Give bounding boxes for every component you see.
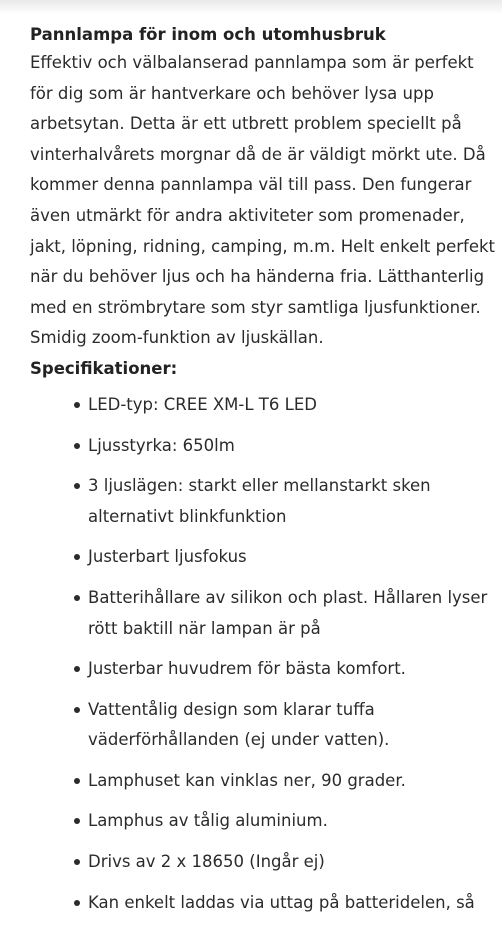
- product-description: [30, 22, 496, 928]
- description-line: även utmärkt för andra aktiviteter som promenader,: [30, 205, 465, 225]
- spec-text: Vattentålig design som klarar tuffa: [88, 699, 375, 719]
- spec-item: [30, 542, 480, 573]
- description-line: arbetsytan. Detta är ett utbrett problem speciellt på: [30, 114, 462, 134]
- description-line: Smidig zoom-funktion av ljuskällan.: [30, 328, 324, 348]
- spec-item: [30, 431, 480, 462]
- spec-text: Kan enkelt laddas via uttag på batteridelen, så: [88, 892, 475, 912]
- description-line: Effektiv och välbalanserad pannlampa som är perfekt: [30, 53, 474, 72]
- bullet-icon: [74, 443, 80, 449]
- bullet-icon: [74, 595, 80, 601]
- bullet-icon: [74, 554, 80, 560]
- spec-text: Justerbar huvudrem för bästa komfort.: [88, 659, 406, 679]
- spec-item: [30, 806, 480, 837]
- spec-text: väderförhållanden (ej under vatten).: [88, 730, 390, 750]
- description-heading: Pannlampa för inom och utomhusbruk: [30, 25, 386, 44]
- spec-item: [30, 888, 480, 919]
- spec-text: Lamphuset kan vinklas ner, 90 grader.: [88, 770, 406, 790]
- spec-item: [30, 471, 480, 532]
- description-paragraph: [30, 48, 496, 354]
- spec-text: alternativt blinkfunktion: [88, 506, 287, 526]
- description-line: när du behöver ljus och ha händerna fria. Lätthanterlig: [30, 267, 485, 287]
- spec-text: 3 ljuslägen: starkt eller mellanstarkt sken: [88, 476, 431, 496]
- spec-text: LED-typ: CREE XM-L T6 LED: [88, 394, 317, 414]
- bullet-icon: [74, 707, 80, 713]
- spec-item: [30, 654, 480, 685]
- spec-text: Justerbart ljusfokus: [88, 547, 247, 567]
- spec-text: Batterihållare av silikon och plast. Hållaren lyser: [88, 587, 488, 607]
- spec-text: Ljusstyrka: 650lm: [88, 435, 235, 455]
- bullet-icon: [74, 402, 80, 408]
- spec-text: rött baktill när lampan är på: [88, 618, 321, 638]
- bullet-icon: [74, 859, 80, 865]
- specifications-heading: Specifikationer:: [30, 358, 178, 378]
- description-line: jakt, löpning, ridning, camping, m.m. Helt enkelt perfekt: [30, 236, 496, 256]
- description-line: med en strömbrytare som styr samtliga ljusfunktioner.: [30, 297, 481, 317]
- spec-text: Lamphus av tålig aluminium.: [88, 811, 328, 831]
- specifications-list: [30, 390, 488, 918]
- spec-item: [30, 766, 480, 797]
- spec-text: Drivs av 2 x 18650 (Ingår ej): [88, 852, 325, 872]
- description-line: vinterhalvårets morgnar då de är väldigt mörkt ute. Då: [30, 144, 486, 164]
- spec-item: [30, 390, 480, 421]
- spec-item: [30, 583, 488, 644]
- bullet-icon: [74, 818, 80, 824]
- bullet-icon: [74, 900, 80, 906]
- description-line: kommer denna pannlampa väl till pass. Den fungerar: [30, 175, 472, 195]
- description-line: för dig som är hantverkare och behöver lysa upp: [30, 83, 434, 103]
- bullet-icon: [74, 666, 80, 672]
- top-edge-shadow: [0, 0, 502, 14]
- spec-item: [30, 847, 480, 878]
- bullet-icon: [74, 483, 80, 489]
- bullet-icon: [74, 778, 80, 784]
- spec-item: [30, 695, 480, 756]
